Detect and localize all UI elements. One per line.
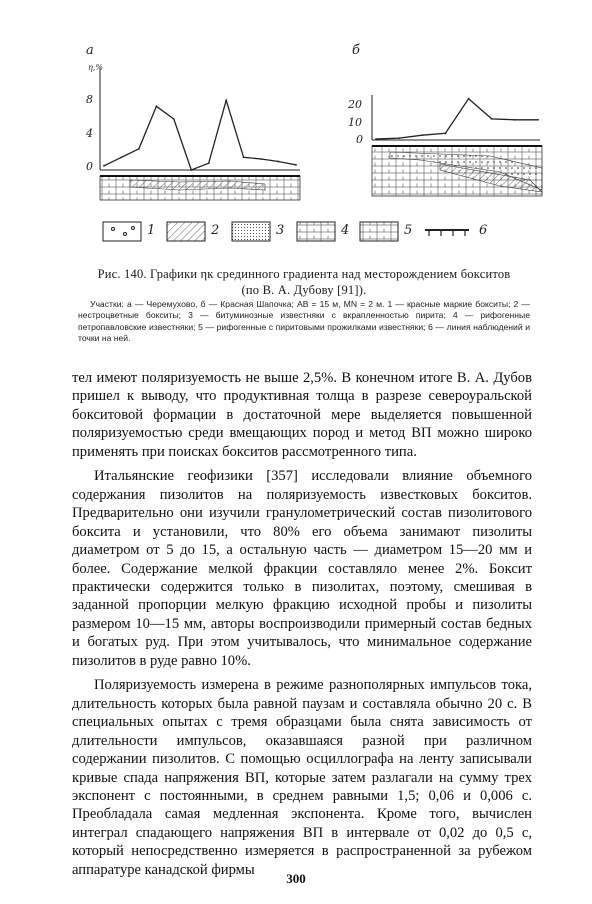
legend-label-4: 4 (341, 223, 350, 238)
panel-b-tick-10: 10 (348, 116, 362, 129)
panel-a-point-5 (190, 169, 192, 171)
page-number: 300 (286, 871, 306, 886)
panel-a-point-9 (260, 158, 262, 160)
paragraph-2: Итальянские геофизики [357] исследовали влияние объемного содержания пизолитов на поляризуемость известковых бокситов. Предварительно они изучили гранулометрический состав пизолитового боксита и установили, что 80% его объема занимают пизолиты диаметром от 5 до 15, а остальную часть — диаметром 15—20 мм и более. Содержание мелкой фракции составляло менее 2%. Боксит практически содержится только в пизолитах, поэтому, смешивая в заданной пропорции мелкую фракцию исходной пробы и пизолиты размером 10—15 мм, авторы воспроизводили примерный состав бедных и богатых руд. При этом учитывалось, что минимальное содержание пизолитов в руде равно 10%. (72, 468, 532, 669)
panel-a-point-11 (295, 164, 297, 166)
panel-a-series-line (104, 100, 296, 170)
panel-b-point-0 (375, 138, 377, 140)
figure-caption-subtitle: (по В. А. Дубову [91]). (241, 283, 367, 297)
figure-notes-text: Участки: а — Черемухово, б — Красная Шапочка; AB = 15 м, MN = 2 м. 1 — красные маркие бокситы; 2 — нестроцветные бокситы; 3 — битуминозные известняки с вкрапленностью пирита; 4 — рифогенные петропавловские известняки; 5 — рифогенные с пиритовыми прожилками известняки; 6 — линия наблюдений и точки на ней. (78, 299, 530, 344)
figure-legend (97, 218, 527, 246)
panel-a-tick-4: 4 (86, 127, 93, 140)
panel-a-point-1 (121, 156, 123, 158)
legend-label-5: 5 (404, 223, 413, 238)
panel-a-point-10 (278, 161, 280, 163)
figure-140 (60, 40, 560, 240)
legend-swatch-1 (103, 222, 141, 241)
legend-swatch-5 (360, 222, 398, 241)
panel-a-unit: η,% (88, 63, 103, 72)
panel-a-point-3 (156, 105, 158, 107)
panel-a-tick-0: 0 (86, 160, 93, 173)
panel-a-point-7 (225, 99, 227, 101)
panel-a-point-2 (138, 148, 140, 150)
panel-a-tick-8: 8 (86, 93, 93, 106)
panel-b-series-line (376, 99, 538, 139)
panel-a-point-8 (243, 156, 245, 158)
legend-label-6: 6 (479, 223, 488, 238)
legend-label-1: 1 (147, 223, 156, 238)
panel-b-tick-0: 0 (356, 133, 363, 146)
panel-b-point-6 (514, 119, 516, 121)
panel-b-point-4 (468, 98, 470, 100)
panel-b-point-5 (491, 118, 493, 120)
panel-a-letter: а (86, 43, 94, 58)
legend-swatch-3 (232, 222, 270, 241)
figure-notes (78, 299, 530, 345)
legend-swatch-2 (167, 222, 205, 241)
legend-label-3: 3 (276, 223, 285, 238)
panel-b-point-3 (445, 132, 447, 134)
panel-a-point-0 (103, 165, 105, 167)
panel-b-tick-20: 20 (348, 98, 362, 111)
legend-swatch-4 (297, 222, 335, 241)
legend-label-2: 2 (211, 223, 220, 238)
panel-a-point-4 (173, 118, 175, 120)
panel-b-letter: б (352, 43, 360, 58)
panel-a-point-6 (208, 162, 210, 164)
paragraph-1: тел имеют поляризуемость не выше 2,5%. В конечном итоге В. А. Дубов пришел к выводу, что продуктивная толща в разрезе североуральской бокситовой формации в достаточной мере выделяется повышенной поляризуемостью среди вмещающих пород и метод ВП можно широко применять при поисках бокситов рассмотренного типа. (72, 370, 532, 460)
panel-b-point-1 (398, 137, 400, 139)
figure-caption (80, 266, 528, 298)
figure-caption-title: Рис. 140. Графики ηк срединного градиента над месторождением бокситов (97, 267, 511, 281)
panel-b-point-7 (537, 119, 539, 121)
main-text (72, 369, 532, 885)
paragraph-3: Поляризуемость измерена в режиме разнополярных импульсов тока, длительность которых была равной паузам и составляла обычно 20 с. В специальных опытах с тремя образцами была снята зависимость от длительности импульсов, оказавшаяся разной при различном содержании пизолитов. С помощью осциллографа на ленту записывали кривые спада напряжения ВП, которые затем разлагали на сумму трех экспонент с постоянными, в среднем равными 1,5; 0,06 и 0,006 с. Преобладала самая медленная экспонента. Кроме того, вычислен интеграл спадающего напряжения ВП в интервале от 0,02 до 0,5 с, который непосредственно измеряется в распространенной за рубежом аппаратуре канадской фирмы (72, 677, 532, 878)
panel-b-point-2 (421, 134, 423, 136)
panel-b-points (375, 98, 539, 140)
legend-swatches (97, 218, 527, 246)
